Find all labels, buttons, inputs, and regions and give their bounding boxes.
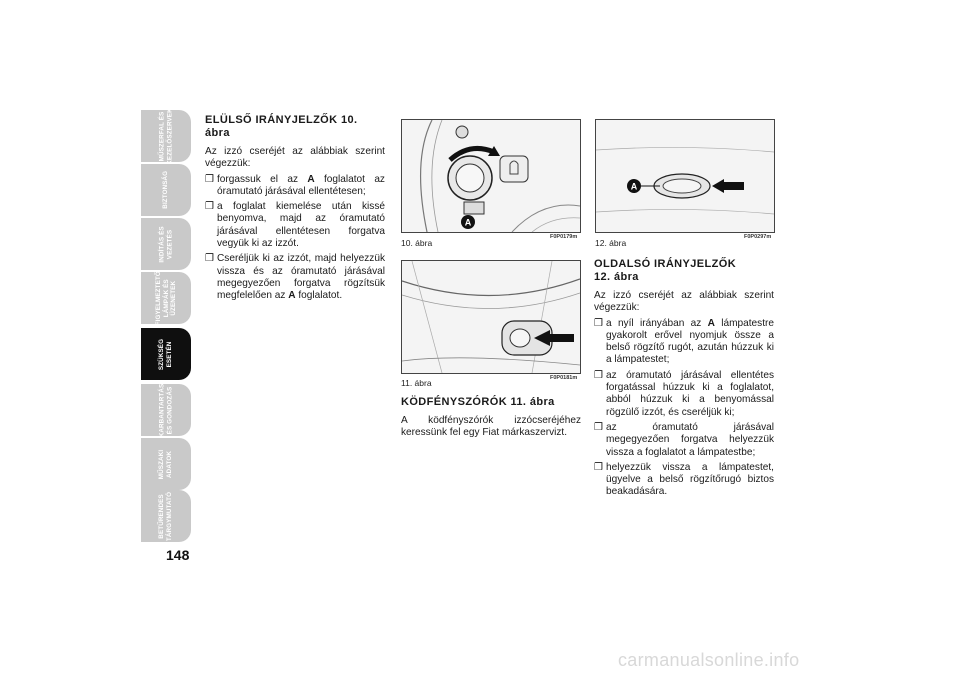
- tab-label: KARBANTARTÁS ÉS GONDOZÁS: [158, 383, 173, 437]
- section-fog-lights: [401, 396, 581, 443]
- section-side-indicators: [594, 258, 774, 502]
- figure-marker-a: A: [630, 181, 638, 192]
- tab-beturendes[interactable]: [141, 490, 191, 542]
- section-intro: Az izzó cseréjét az alábbiak szerint végezzük:: [594, 290, 774, 314]
- section-title: ELÜLSŐ IRÁNYJELZŐK 10. ábra: [205, 114, 358, 139]
- figure-code: F0P0297m: [744, 234, 772, 240]
- checkbox-bullet-icon: ❒: [205, 173, 214, 185]
- list-item: ❒ forgassuk el az A foglalatot az óramutató járásával ellentétesen;: [205, 173, 385, 197]
- figure-caption: 11. ábra: [401, 378, 432, 388]
- checkbox-bullet-icon: ❒: [205, 253, 214, 265]
- figure-code: F0P0181m: [550, 375, 578, 381]
- figure-code: F0P0179m: [550, 234, 578, 240]
- tab-inditas[interactable]: [141, 218, 191, 270]
- tab-muszerfal[interactable]: [141, 107, 191, 165]
- tab-biztonsag[interactable]: [141, 164, 191, 216]
- checkbox-bullet-icon: ❒: [594, 369, 603, 381]
- steps-list: [594, 318, 774, 499]
- steps-list: [205, 174, 385, 303]
- tab-label: INDÍTÁS ÉS VEZETÉS: [158, 225, 173, 263]
- figure-11-fog-light: [401, 260, 581, 374]
- list-item: ❒ az óramutató járásával megegyezően forgatva helyezzük vissza a foglalatot a lámpatestbe;: [594, 421, 774, 458]
- figure-marker-a: A: [464, 217, 472, 228]
- checkbox-bullet-icon: ❒: [205, 201, 214, 213]
- tab-karbantartas[interactable]: [141, 384, 191, 436]
- section-title: OLDALSÓ IRÁNYJELZŐK 12. ábra: [594, 258, 737, 283]
- watermark-footer: carmanualsonline.info: [618, 650, 800, 670]
- figure-12-side-indicator: [595, 119, 775, 233]
- tab-szukseg-eseten[interactable]: [141, 328, 191, 380]
- list-item: ❒ az óramutató járásával ellentétes forgatással húzzuk ki a foglalatot, abból húzzuk ki a benyomással rögzülő izzót, és cseréljük ki;: [594, 369, 774, 418]
- checkbox-bullet-icon: ❒: [594, 317, 603, 329]
- list-item: ❒ Cseréljük ki az izzót, majd helyezzük vissza és az óramutató járásával megegyezően forgatva rögzítsük megfelelően az A foglalatot.: [205, 253, 385, 302]
- section-front-indicators: [205, 114, 385, 306]
- list-item: ❒ helyezzük vissza a lámpatestet, ügyelve a belső rögzítőrugó biztos beakadására.: [594, 461, 774, 498]
- tab-label: SZÜKSÉG ESETÉN: [158, 338, 173, 370]
- tab-label: BIZTONSÁG: [162, 171, 170, 209]
- section-title: KÖDFÉNYSZÓRÓK 11. ábra: [401, 396, 555, 408]
- checkbox-bullet-icon: ❒: [594, 461, 603, 473]
- figure-caption: 10. ábra: [401, 238, 433, 248]
- tab-label: MŰSZERFAL ÉS KEZELŐSZERVEK: [158, 107, 173, 165]
- figure-10-front-indicator: [401, 119, 581, 233]
- tab-label: MŰSZAKI ADATOK: [158, 449, 173, 479]
- checkbox-bullet-icon: ❒: [594, 421, 603, 433]
- tab-label: FIGYELMEZTETŐ LÁMPÁK ÉS ÜZENETEK: [154, 270, 177, 326]
- section-body: A ködfényszórók izzócseréjéhez keressünk fel egy Fiat márkaszervizt.: [401, 415, 581, 439]
- section-intro: Az izzó cseréjét az alábbiak szerint végezzük:: [205, 146, 385, 170]
- tab-muszaki[interactable]: [141, 438, 191, 490]
- list-item: ❒ a foglalat kiemelése után kissé benyomva, majd az óramutató járásával ellentétesen forgatva vegyük ki az izzót.: [205, 201, 385, 250]
- page-number: 148: [166, 547, 190, 563]
- tab-figyelmezteto[interactable]: [141, 272, 191, 324]
- tab-label: BETŰRENDES TÁRGYMUTATÓ: [158, 491, 173, 541]
- list-item: ❒ a nyíl irányában az A lámpatestre gyakorolt erővel nyomjuk össze a belső rögzítő rugót, azután húzzuk ki a lámpatestet;: [594, 317, 774, 366]
- figure-caption: 12. ábra: [595, 238, 627, 248]
